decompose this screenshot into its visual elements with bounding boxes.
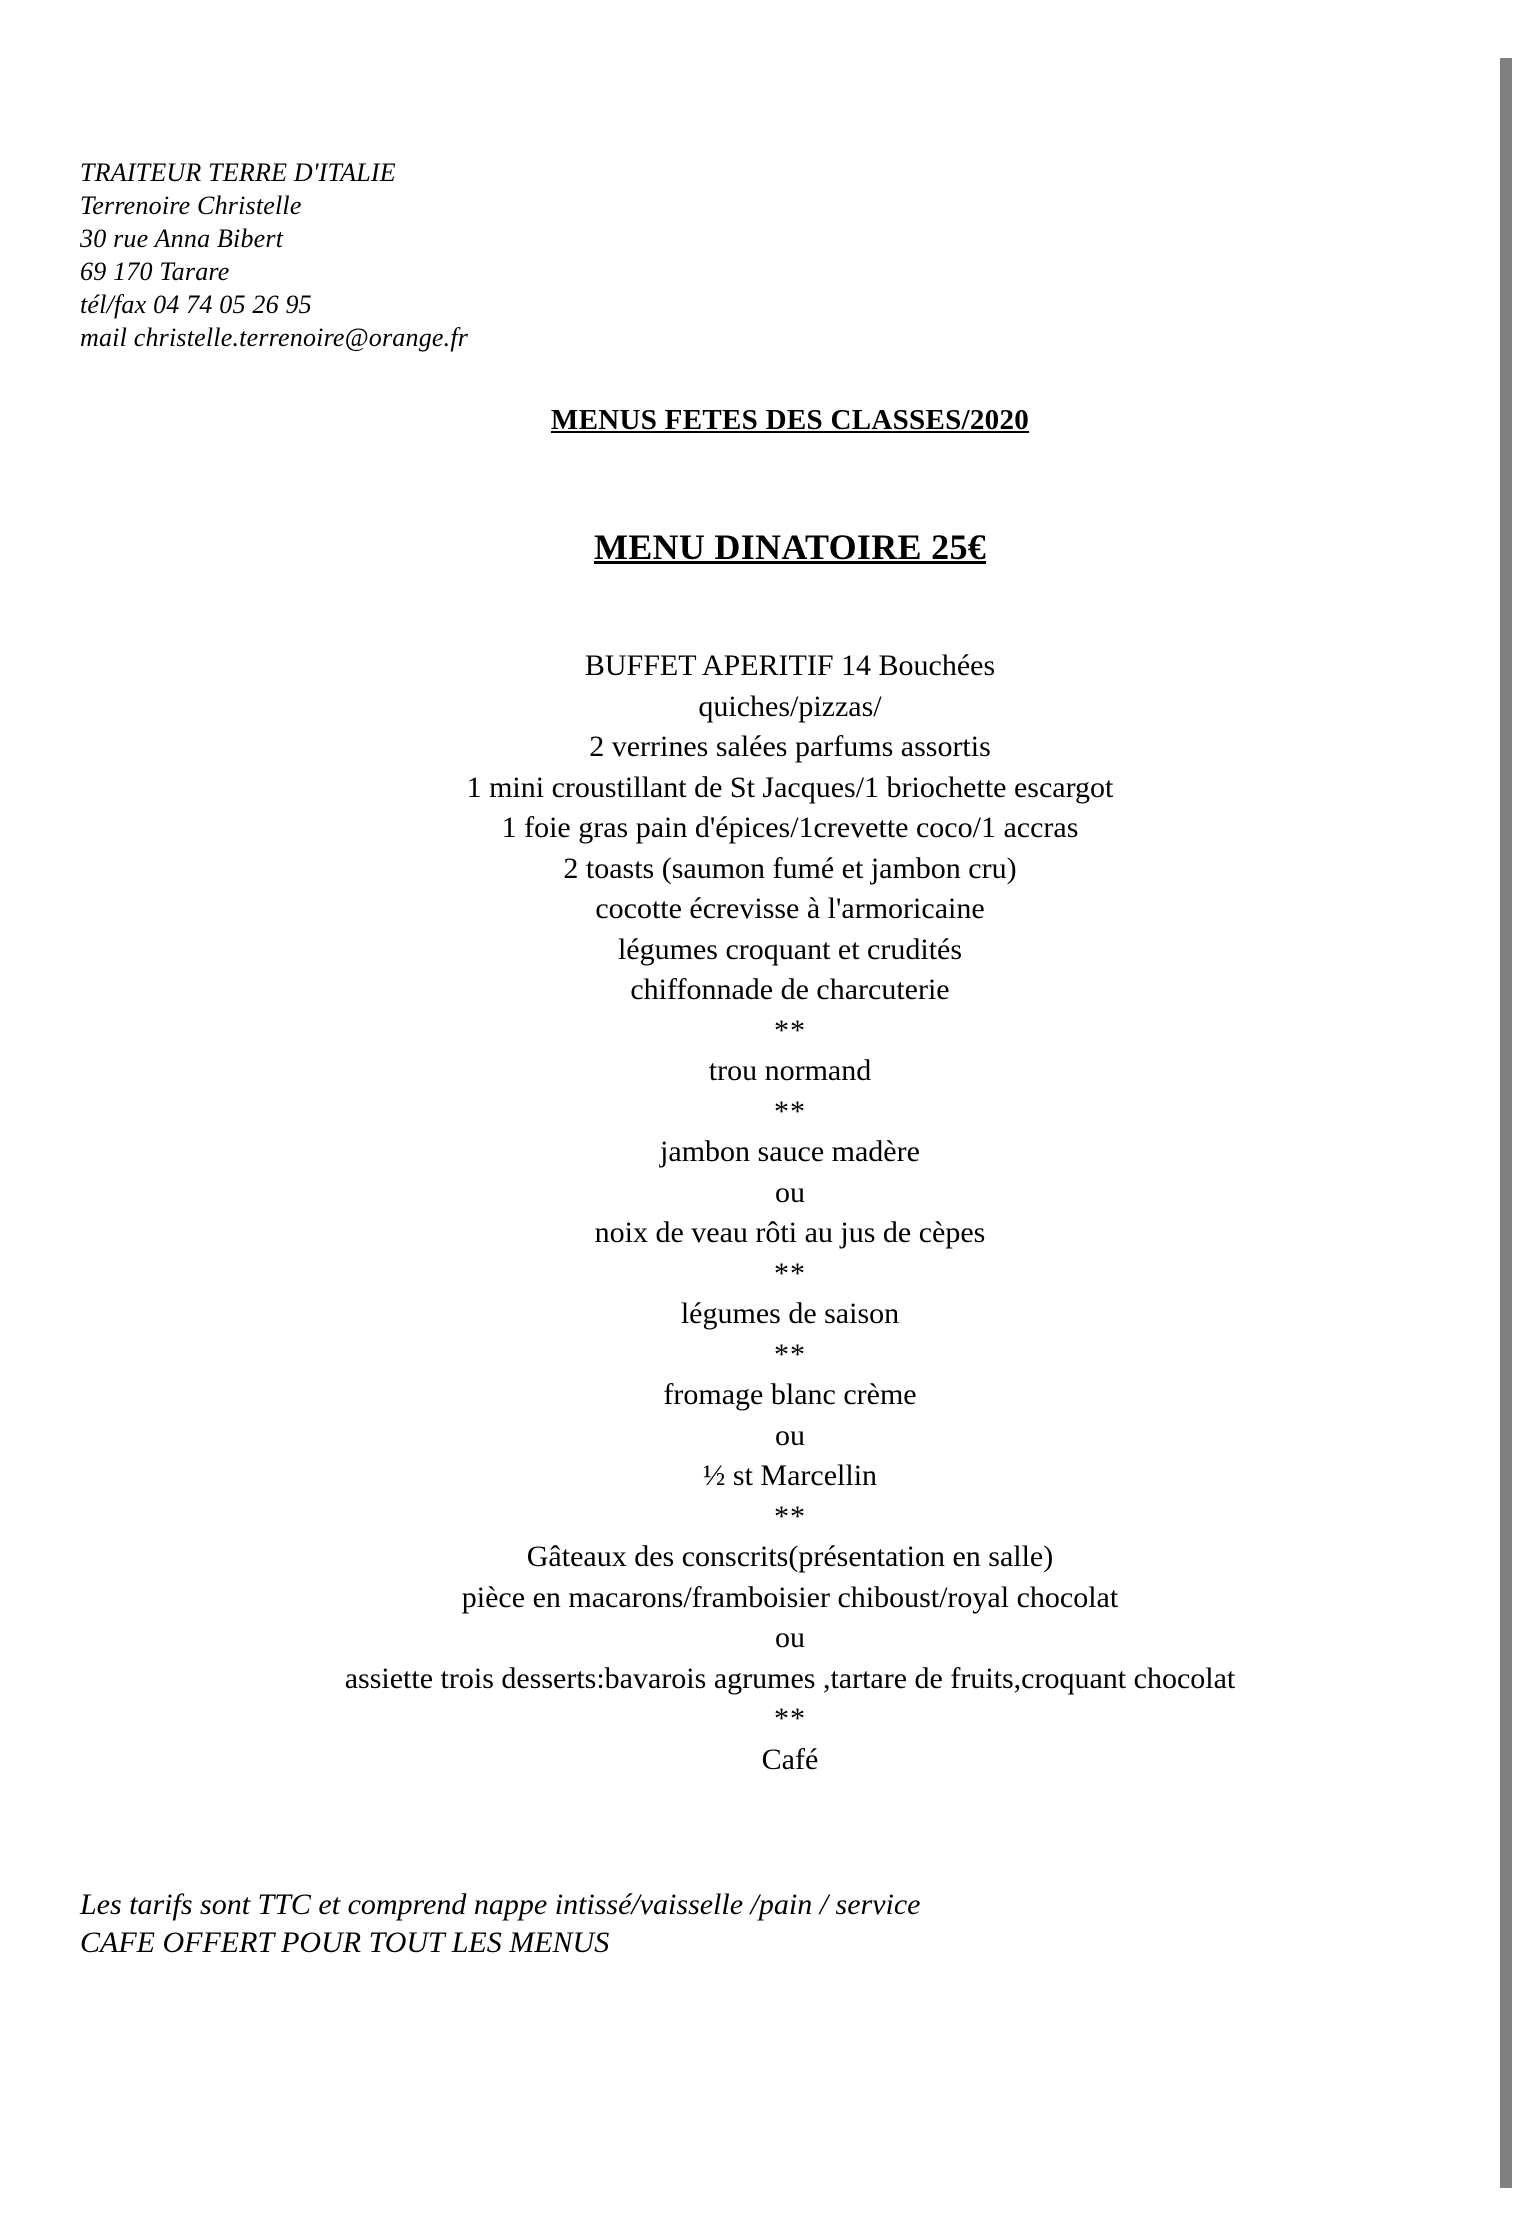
menu-line: noix de veau rôti au jus de cèpes	[594, 1216, 986, 1249]
menu-line: jambon sauce madère	[660, 1135, 920, 1168]
document-title: MENUS FETES DES CLASSES/2020	[550, 404, 1030, 436]
menu-line: 1 foie gras pain d'épices/1crevette coco/1 accras	[501, 811, 1079, 844]
menu-separator: **	[774, 1094, 806, 1128]
menu-items-list	[80, 646, 1500, 1780]
business-name: TRAITEUR TERRE D'ITALIE	[80, 158, 396, 187]
business-contact-block	[80, 156, 980, 354]
menu-line: fromage blanc crème	[663, 1378, 917, 1411]
menu-separator: **	[774, 1337, 806, 1371]
street-address: 30 rue Anna Bibert	[80, 224, 284, 253]
menu-line: ou	[775, 1621, 805, 1654]
menu-separator: **	[774, 1702, 806, 1735]
menu-line: trou normand	[708, 1054, 872, 1087]
menu-separator: **	[774, 1499, 806, 1533]
menu-line: 1 mini croustillant de St Jacques/1 briochette escargot	[466, 770, 1114, 804]
contact-person: Terrenoire Christelle	[80, 191, 302, 220]
menu-line: cocotte écrevisse à l'armoricaine	[595, 892, 985, 925]
coffee-note: CAFE OFFERT POUR TOUT LES MENUS	[80, 1926, 610, 1959]
menu-line: 2 toasts (saumon fumé et jambon cru)	[563, 851, 1017, 885]
menu-separator: **	[774, 1013, 806, 1047]
city-postal: 69 170 Tarare	[80, 257, 230, 286]
menu-line: chiffonnade de charcuterie	[630, 973, 950, 1006]
pricing-note: Les tarifs sont TTC et comprend nappe intissé/vaisselle /pain / service	[80, 1888, 921, 1921]
menu-line: Gâteaux des conscrits(présentation en salle)	[526, 1540, 1054, 1573]
menu-line: ou	[775, 1175, 805, 1209]
document-sheet	[80, 46, 1500, 2188]
menu-title: MENU DINATOIRE 25€	[593, 527, 987, 567]
menu-line: Café	[761, 1742, 819, 1776]
phone-fax: tél/fax 04 74 05 26 95	[80, 290, 312, 319]
menu-line: ½ st Marcellin	[702, 1459, 878, 1492]
pricing-note-block	[80, 1886, 1500, 1962]
menu-line: BUFFET APERITIF 14 Bouchées	[584, 649, 996, 682]
menu-line: quiches/pizzas/	[698, 689, 882, 723]
email-address: mail christelle.terrenoire@orange.fr	[80, 323, 469, 352]
menu-line: assiette trois desserts:bavarois agrumes ,tartare de fruits,croquant chocolat	[344, 1661, 1236, 1695]
menu-line: ou	[775, 1418, 805, 1452]
menu-line: légumes de saison	[680, 1297, 900, 1330]
menu-separator: **	[774, 1256, 806, 1290]
menu-line: légumes croquant et crudités	[617, 932, 963, 966]
menu-line: pièce en macarons/framboisier chiboust/royal chocolat	[461, 1580, 1119, 1614]
menu-line: 2 verrines salées parfums assortis	[589, 730, 991, 763]
page-shadow-right	[1500, 58, 1512, 2188]
